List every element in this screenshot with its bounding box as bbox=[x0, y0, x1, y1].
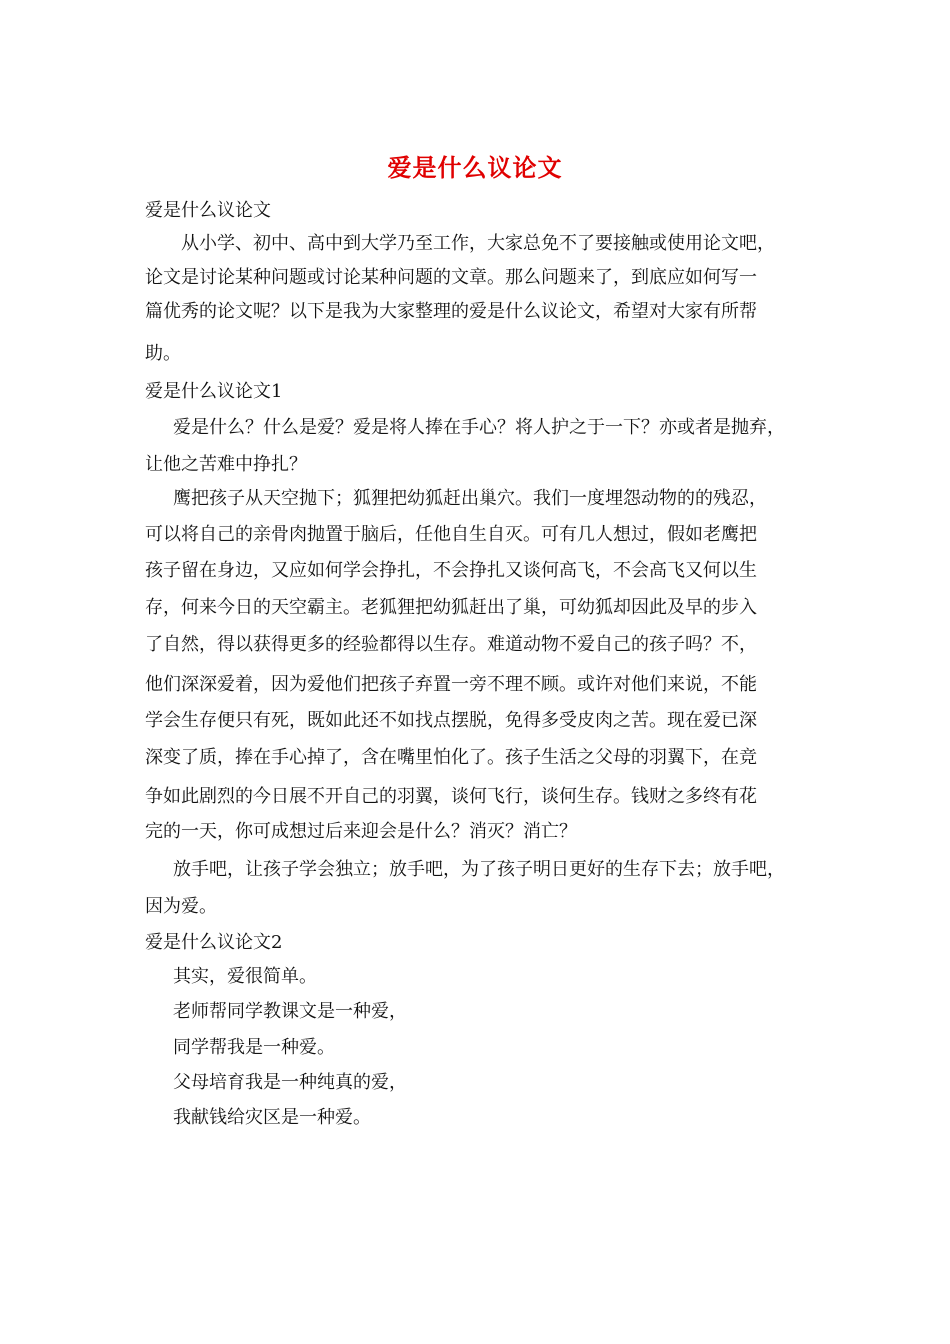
intro-line: 论文是讨论某种问题或讨论某种问题的文章。那么问题来了，到底应如何写一 bbox=[145, 267, 757, 288]
essay2-line: 其实，爱很简单。 bbox=[173, 966, 317, 987]
essay2-line: 老师帮同学教课文是一种爱， bbox=[173, 1001, 407, 1022]
essay1-heading: 爱是什么议论文1 bbox=[145, 381, 283, 402]
essay1-para2-line: 孩子留在身边，又应如何学会挣扎，不会挣扎又谈何高飞，不会高飞又何以生 bbox=[145, 560, 757, 581]
essay1-para3-line: 放手吧，让孩子学会独立；放手吧，为了孩子明日更好的生存下去；放手吧， bbox=[173, 859, 785, 880]
essay1-para2-line: 鹰把孩子从天空抛下；狐狸把幼狐赶出巢穴。我们一度埋怨动物的的残忍， bbox=[173, 488, 767, 509]
essay1-para3-line: 因为爱。 bbox=[145, 896, 217, 917]
essay1-para2-line: 存，何来今日的天空霸主。老狐狸把幼狐赶出了巢，可幼狐却因此及早的步入 bbox=[145, 597, 757, 618]
essay1-para2-line: 学会生存便只有死，既如此还不如找点摆脱，免得多受皮肉之苦。现在爱已深 bbox=[145, 710, 757, 731]
intro-line: 从小学、初中、高中到大学乃至工作，大家总免不了要接触或使用论文吧， bbox=[181, 233, 775, 254]
essay2-heading: 爱是什么议论文2 bbox=[145, 932, 283, 953]
essay1-para2-line: 争如此剧烈的今日展不开自己的羽翼，谈何飞行，谈何生存。钱财之多终有花 bbox=[145, 786, 757, 807]
document-title: 爱是什么议论文 bbox=[387, 153, 563, 182]
essay2-line: 我献钱给灾区是一种爱。 bbox=[173, 1107, 371, 1128]
essay1-para2-line: 深变了质，捧在手心掉了，含在嘴里怕化了。孩子生活之父母的羽翼下，在竞 bbox=[145, 747, 757, 768]
essay1-para2-line: 他们深深爱着，因为爱他们把孩子弃置一旁不理不顾。或许对他们来说，不能 bbox=[145, 674, 757, 695]
intro-line: 助。 bbox=[145, 343, 181, 364]
essay1-para2-line: 完的一天，你可成想过后来迎会是什么？消灭？消亡？ bbox=[145, 821, 577, 842]
essay2-line: 父母培育我是一种纯真的爱， bbox=[173, 1072, 407, 1093]
essay1-para2-line: 了自然，得以获得更多的经验都得以生存。难道动物不爱自己的孩子吗？不， bbox=[145, 634, 757, 655]
essay1-para1-line: 爱是什么？什么是爱？爱是将人捧在手心？将人护之于一下？亦或者是抛弃， bbox=[173, 417, 785, 438]
essay1-para2-line: 可以将自己的亲骨肉抛置于脑后，任他自生自灭。可有几人想过，假如老鹰把 bbox=[145, 524, 757, 545]
intro-line: 篇优秀的论文呢？以下是我为大家整理的爱是什么议论文，希望对大家有所帮 bbox=[145, 301, 757, 322]
essay1-para1-line: 让他之苦难中挣扎？ bbox=[145, 454, 307, 475]
essay2-line: 同学帮我是一种爱。 bbox=[173, 1037, 335, 1058]
document-subtitle: 爱是什么议论文 bbox=[145, 200, 271, 221]
